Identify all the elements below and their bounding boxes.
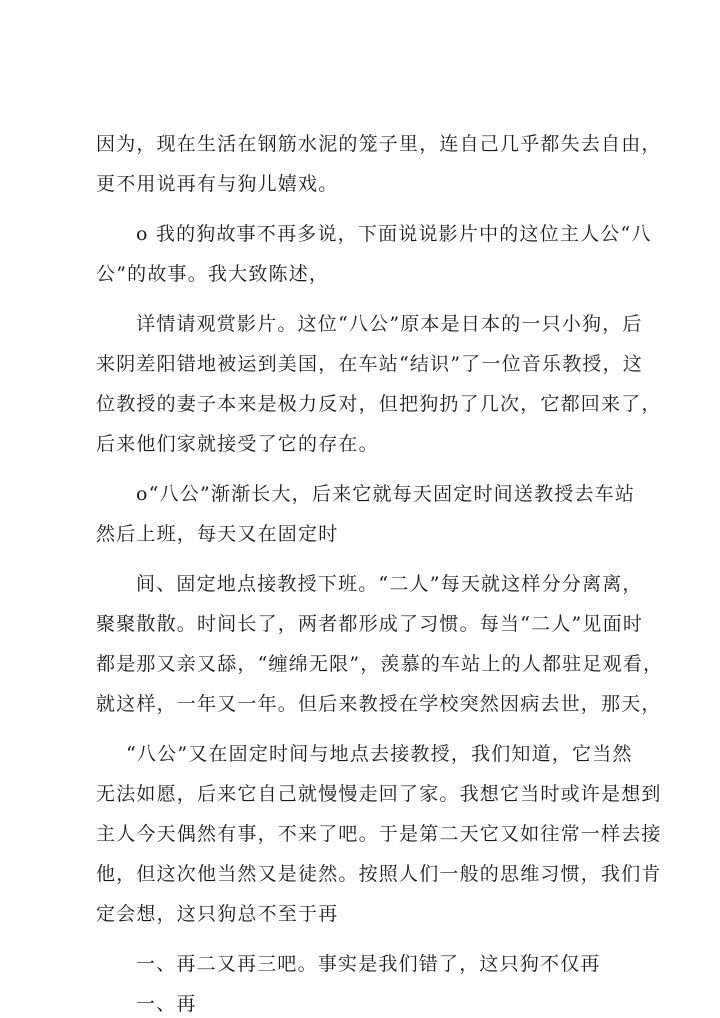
text-line: 聚聚散散。时间长了，两者都形成了习惯。每当“二人”见面时 — [96, 613, 644, 635]
text-line: 间、固定地点接教授下班。“二人”每天就这样分分离离， — [136, 573, 643, 595]
text-line: 定会想，这只狗总不至于再 — [96, 903, 339, 925]
text-line: 主人今天偶然有事，不来了吧。于是第二天它又如往常一样去接 — [96, 823, 662, 845]
text-line: 后来他们家就接受了它的存在。 — [96, 433, 379, 455]
text-line: 就这样，一年又一年。但后来教授在学校突然因病去世，那天， — [96, 693, 662, 715]
text-line: 都是那又亲又舔，“缠绵无限”，羡慕的车站上的人都驻足观看， — [96, 653, 664, 675]
text-line: 一、再二又再三吧。事实是我们错了，这只狗不仅再 — [136, 953, 601, 975]
text-line: 一、再 — [136, 993, 197, 1015]
text-line: 更不用说再有与狗儿嬉戏。 — [96, 173, 339, 195]
text-line: 位教授的妻子本来是极力反对，但把狗扔了几次，它都回来了， — [96, 393, 662, 415]
text-line: 详情请观赏影片。这位“八公”原本是日本的一只小狗，后 — [136, 313, 643, 335]
text-line: 公”的故事。我大致陈述， — [96, 263, 330, 285]
text-line: o 我的狗故事不再多说，下面说说影片中的这位主人公“八 — [136, 223, 652, 245]
text-line: 他，但这次他当然又是徒然。按照人们一般的思维习惯，我们肯 — [96, 863, 662, 885]
text-line: “八公”又在固定时间与地点去接教授，我们知道，它当然 — [126, 743, 633, 765]
text-line: 来阴差阳错地被运到美国，在车站“结识”了一位音乐教授，这 — [96, 353, 644, 375]
text-line: 因为，现在生活在钢筋水泥的笼子里，连自己几乎都失去自由， — [96, 133, 662, 155]
text-line: o“八公”渐渐长大，后来它就每天固定时间送教授去车站 — [136, 483, 636, 505]
text-line: 无法如愿，后来它自己就慢慢走回了家。我想它当时或许是想到 — [96, 783, 662, 805]
text-line: 然后上班，每天又在固定时 — [96, 523, 339, 545]
